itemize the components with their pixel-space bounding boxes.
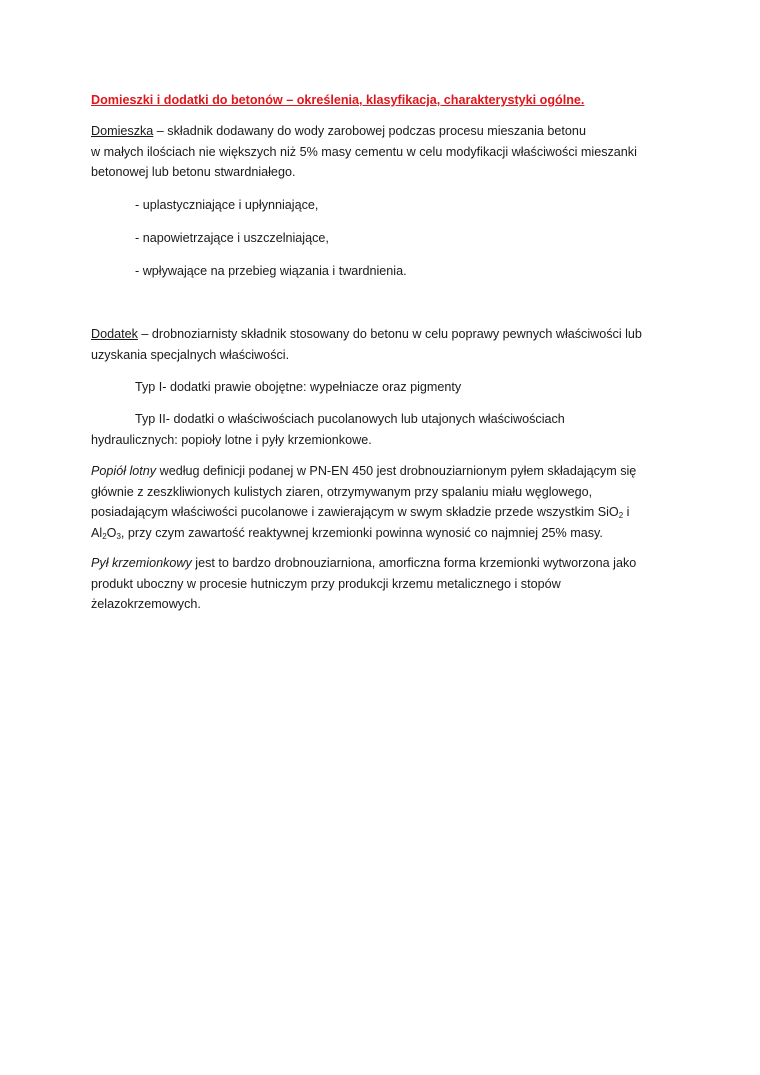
list-item: - napowietrzające i uszczelniające, — [135, 231, 329, 245]
popiol-lotny-paragraph: Popiół lotny według definicji podanej w PN-EN 450 jest drobnouziarnionym pyłem składającym się głównie z zeszkliwionych kulistych ziaren, otrzymywanym przy spalaniu miału węglowego, posiadającym właściwości pucolanowe i zawierającym w swym składzie przede wszystkim SiO$_2$ i $Al_2O_3$, przy czym zawartość reaktywnej krzemionki powinna wynosić co najmniej 25% masy. — [91, 464, 637, 541]
typ-1-paragraph: Typ I- dodatki prawie obojętne: wypełniacze oraz pigmenty — [135, 380, 462, 394]
domieszka-term: Domieszka — [91, 124, 154, 138]
pyl-krzemionkowy-paragraph: Pył krzemionkowy jest to bardzo drobnouziarniona, amorficzna forma krzemionki wytworzona jako produkt uboczny w procesie hutniczym przy produkcji krzemu metalicznego i stopów żelazokrzemowych. — [91, 556, 637, 611]
document-title: Domieszki i dodatki do betonów – określenia, klasyfikacja, charakterystyki ogólne. — [91, 93, 585, 107]
list-item: - uplastyczniające i upłynniające, — [135, 198, 319, 212]
list-item: - wpływające na przebieg wiązania i twardnienia. — [135, 264, 407, 278]
dodatek-term: Dodatek — [91, 327, 138, 341]
typ-2-paragraph: Typ II- dodatki o właściwościach pucolanowych lub utajonych właściwościach hydraulicznych: popioły lotne i pyły krzemionkowe. — [91, 412, 565, 447]
dodatek-definition: Dodatek – drobnoziarnisty składnik stosowany do betonu w celu poprawy pewnych właściwości lub uzyskania specjalnych właściwości. — [91, 327, 642, 362]
pyl-term: Pył krzemionkowy — [91, 556, 192, 570]
popiol-term: Popiół lotny — [91, 464, 157, 478]
domieszka-definition: Domieszka – składnik dodawany do wody zarobowej podczas procesu mieszania betonu w małych ilościach nie większych niż 5% masy cementu w celu modyfikacji właściwości mieszanki betonowej lub betonu stwardniałego. — [91, 124, 637, 179]
